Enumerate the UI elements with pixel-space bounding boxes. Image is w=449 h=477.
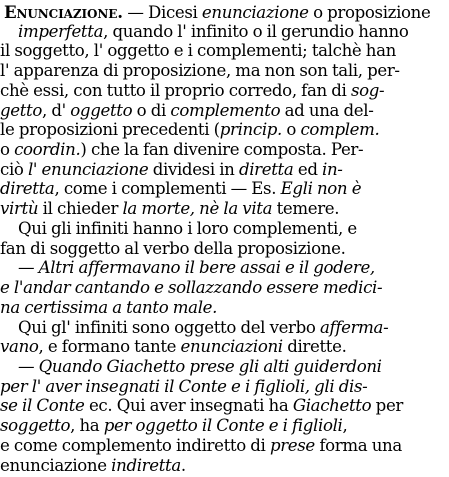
italic-text: Giachetto — [292, 396, 372, 416]
text-line — [0, 277, 449, 299]
text-run: ed — [293, 159, 323, 179]
text-line — [0, 60, 449, 82]
text-run: l' apparenza di proposizione, ma non son tali, per- — [0, 61, 400, 81]
italic-text: sog- — [350, 80, 385, 100]
text-line — [0, 376, 449, 398]
text-line — [0, 435, 449, 457]
text-run: le proposizioni precedenti ( — [0, 120, 220, 140]
text-line — [0, 395, 449, 417]
italic-text: coordin. — [14, 140, 81, 160]
text-line — [0, 455, 449, 477]
text-line — [0, 80, 449, 102]
text-line — [0, 297, 449, 319]
text-run: Qui gl' infiniti sono oggetto del verbo — [18, 317, 320, 337]
italic-text: virtù — [0, 199, 39, 219]
text-run: ciò — [0, 159, 28, 179]
italic-text: per oggetto il Conte e i figlioli — [103, 416, 343, 436]
text-run: dirette. — [282, 337, 347, 357]
text-line — [0, 178, 449, 200]
text-run: , — [342, 416, 348, 436]
text-run: e come complemento indiretto di — [0, 435, 270, 455]
italic-text: — Altri affermavano il bere assai e il godere, — [18, 258, 375, 278]
text-run: enunciazione — [0, 455, 112, 475]
text-run: il chieder — [38, 199, 123, 219]
text-run: o proposizione — [308, 3, 431, 22]
italic-text: la morte, nè la vita — [122, 199, 273, 219]
text-run: ) che la fan divenire composta. Per- — [80, 140, 364, 160]
italic-text: in- — [322, 159, 343, 179]
text-run: — Dicesi — [122, 3, 202, 22]
italic-text: prese — [269, 435, 315, 455]
italic-text: indiretta — [111, 455, 181, 475]
text-run: dividesi in — [148, 159, 239, 179]
text-line — [0, 356, 449, 378]
text-line — [0, 100, 449, 122]
text-line — [0, 257, 449, 279]
italic-text: oggetto — [70, 100, 133, 120]
text-line — [0, 198, 449, 220]
italic-text: per l' aver insegnati il Conte e i figlioli, gli dis- — [0, 376, 368, 396]
text-run: Qui gli infiniti hanno i loro complementi, e — [18, 218, 357, 238]
text-run: o — [0, 140, 15, 160]
text-line — [0, 336, 449, 358]
italic-text: afferma- — [319, 317, 389, 337]
text-line — [0, 139, 449, 161]
italic-text: l' enunciazione — [27, 159, 149, 179]
text-line — [0, 415, 449, 437]
italic-text: complem. — [300, 120, 380, 140]
headword: Enunciazione. — [4, 2, 123, 22]
text-run: , d' — [42, 100, 71, 120]
text-line — [0, 119, 449, 141]
italic-text: Egli non è — [280, 179, 362, 199]
text-run: , quando l' infinito o il gerundio hanno — [103, 21, 409, 41]
text-line — [0, 159, 449, 181]
text-line — [0, 317, 449, 339]
italic-text: na certissima a tanto male. — [0, 297, 218, 317]
text-run: ad una del- — [280, 100, 374, 120]
italic-text: diretta — [238, 159, 294, 179]
text-run: fan di soggetto al verbo della proposizione. — [0, 238, 346, 258]
text-run: , come i complementi — Es. — [54, 179, 281, 199]
text-line — [0, 40, 449, 62]
text-run: , e formano tante — [38, 337, 181, 357]
italic-text: vano — [0, 337, 39, 357]
italic-text: enunciazione — [201, 3, 309, 22]
text-run: . — [180, 455, 186, 475]
italic-text: soggetto — [0, 416, 71, 436]
text-run: o — [281, 120, 301, 140]
text-run: ec. Qui aver insegnati ha — [84, 396, 293, 416]
text-run: , ha — [70, 416, 104, 436]
text-line — [0, 218, 449, 240]
italic-text: princip. — [219, 120, 282, 140]
text-line — [0, 238, 449, 260]
italic-text: complemento — [170, 100, 281, 120]
text-run: per — [371, 396, 403, 416]
italic-text: e l'andar cantando e sollazzando essere medici- — [0, 278, 383, 298]
text-run: il soggetto, l' oggetto e i complementi; talchè han — [0, 41, 397, 61]
text-line — [0, 1, 449, 23]
italic-text: imperfetta — [18, 21, 104, 41]
text-run: forma una — [314, 435, 402, 455]
text-run: o di — [132, 100, 171, 120]
italic-text: diretta — [0, 179, 55, 199]
italic-text: enunciazioni — [180, 337, 283, 357]
text-line — [0, 21, 449, 43]
text-run: chè essi, con tutto il proprio corredo, fan di — [0, 80, 351, 100]
italic-text: — Quando Giachetto prese gli alti guiderdoni — [18, 356, 382, 376]
italic-text: getto — [0, 100, 43, 120]
italic-text: se il Conte — [0, 396, 85, 416]
text-run: temere. — [272, 199, 340, 219]
